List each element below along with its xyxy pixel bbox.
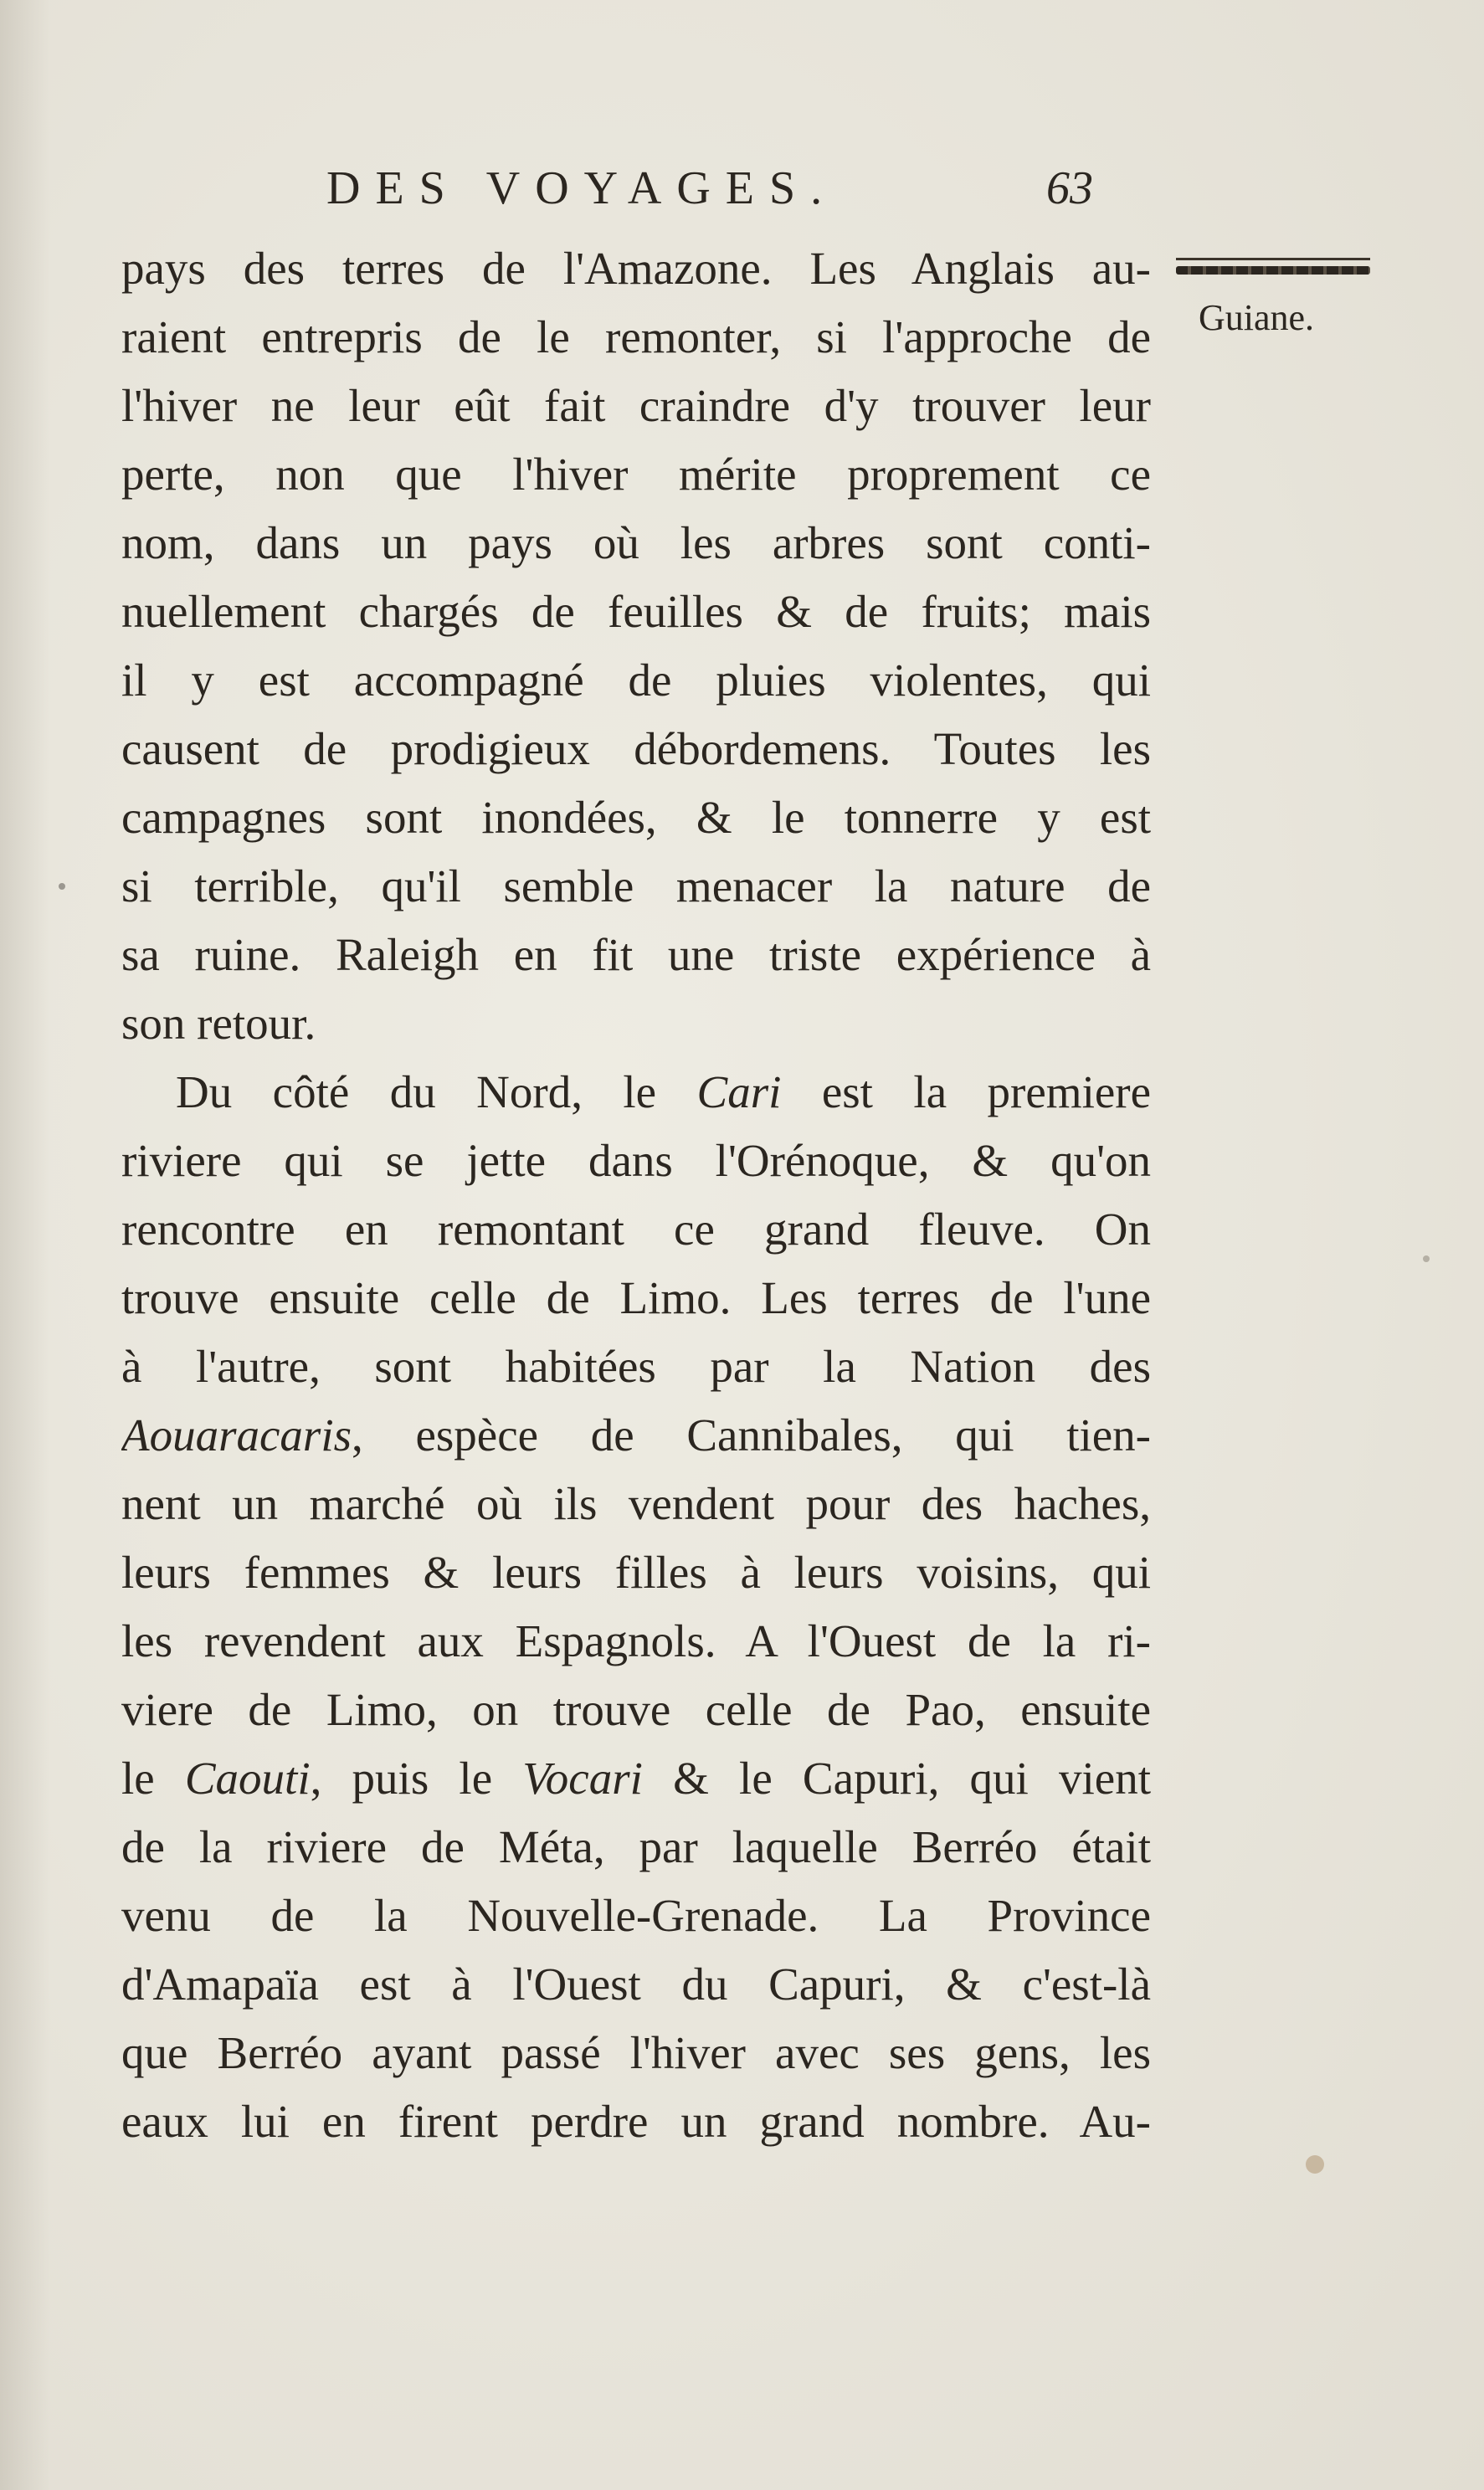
text-line: venu de la Nouvelle-Grenade. La Province xyxy=(121,1890,1151,1941)
text-line: l'hiver ne leur eût fait craindre d'y trouver leur xyxy=(121,380,1151,431)
text-line: si terrible, qu'il semble menacer la nature de xyxy=(121,860,1151,911)
text-line: riviere qui se jette dans l'Orénoque, & qu'on xyxy=(121,1135,1151,1186)
body-text xyxy=(121,234,1151,2156)
nation-name-aouaracaris: Aouaracaris xyxy=(121,1409,352,1461)
text-line: nuellement chargés de feuilles & de fruits; mais xyxy=(121,586,1151,637)
text-run: Du côté du Nord, le xyxy=(176,1066,697,1117)
text-line: d'Amapaïa est à l'Ouest du Capuri, & c'est-là xyxy=(121,1959,1151,2010)
margin-note: Guiane. xyxy=(1199,297,1315,338)
text-line: causent de prodigieux débordemens. Toutes les xyxy=(121,723,1151,774)
margin-rule-top xyxy=(1176,258,1370,260)
text-line: les revendent aux Espagnols. A l'Ouest de la ri- xyxy=(121,1615,1151,1666)
running-head xyxy=(326,155,1163,230)
text-line xyxy=(121,1058,1151,1127)
foxing-spot xyxy=(1306,2155,1324,2174)
text-line: trouve ensuite celle de Limo. Les terres de l'une xyxy=(121,1272,1151,1323)
text-line: sa ruine. Raleigh en fit une triste expérience à xyxy=(121,929,1151,980)
text-run: & le Capuri, qui vient xyxy=(642,1753,1151,1804)
running-head-title: DES VOYAGES. xyxy=(326,162,838,214)
text-line: pays des terres de l'Amazone. Les Anglais au- xyxy=(121,243,1151,294)
river-name-vocari: Vocari xyxy=(522,1753,643,1804)
text-line: à l'autre, sont habitées par la Nation des xyxy=(121,1341,1151,1392)
gutter-shadow xyxy=(0,0,50,2490)
text-run: , puis le xyxy=(310,1753,523,1804)
text-line xyxy=(121,1401,1151,1470)
text-line: son retour. xyxy=(121,998,316,1049)
text-line: nom, dans un pays où les arbres sont conti- xyxy=(121,517,1151,568)
text-line: de la riviere de Méta, par laquelle Berréo était xyxy=(121,1821,1151,1872)
text-line: raient entrepris de le remonter, si l'approche de xyxy=(121,311,1151,362)
page-number: 63 xyxy=(1046,162,1093,214)
foxing-spot xyxy=(1423,1255,1430,1262)
text-line: leurs femmes & leurs filles à leurs voisins, qui xyxy=(121,1547,1151,1598)
text-line: nent un marché où ils vendent pour des haches, xyxy=(121,1478,1151,1529)
text-line: que Berréo ayant passé l'hiver avec ses gens, les xyxy=(121,2027,1151,2078)
text-run: , espèce de Cannibales, qui tien- xyxy=(352,1409,1151,1461)
text-line: campagnes sont inondées, & le tonnerre y est xyxy=(121,792,1151,843)
text-line: perte, non que l'hiver mérite proprement ce xyxy=(121,449,1151,500)
river-name-caouti: Caouti xyxy=(184,1753,311,1804)
text-line: rencontre en remontant ce grand fleuve. On xyxy=(121,1204,1151,1255)
river-name-cari: Cari xyxy=(696,1066,782,1117)
text-line xyxy=(121,1744,1151,1813)
text-line: eaux lui en firent perdre un grand nombre. Au- xyxy=(121,2096,1151,2147)
margin-rule xyxy=(1176,266,1370,275)
text-line: viere de Limo, on trouve celle de Pao, ensuite xyxy=(121,1684,1151,1735)
text-run: est la premiere xyxy=(781,1066,1151,1117)
ink-dot xyxy=(59,883,65,890)
text-run: le xyxy=(121,1753,185,1804)
text-line: il y est accompagné de pluies violentes, qui xyxy=(121,655,1151,706)
